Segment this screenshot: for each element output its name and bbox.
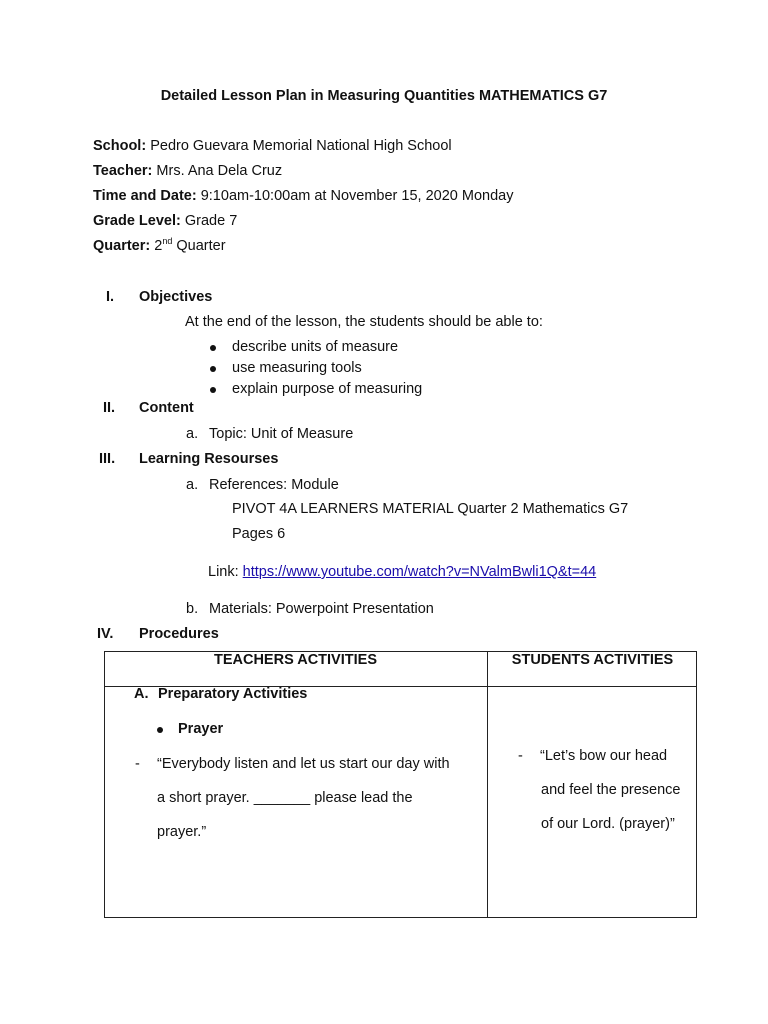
teacher-label: Teacher: xyxy=(93,163,153,179)
students-activities-header: STUDENTS ACTIVITIES xyxy=(511,652,674,668)
student-prayer-line-2: and feel the presence xyxy=(541,782,681,798)
preparatory-letter: A. xyxy=(134,686,149,702)
content-item-a: Topic: Unit of Measure xyxy=(209,426,354,442)
resources-item-a-letter: a. xyxy=(186,477,199,493)
teacher-dash: - xyxy=(135,756,140,772)
section-2-number: II. xyxy=(103,400,116,416)
school-label: School: xyxy=(93,138,147,154)
section-1-title: Objectives xyxy=(139,289,213,305)
bullet-icon xyxy=(210,366,216,372)
teacher-value: Mrs. Ana Dela Cruz xyxy=(156,163,283,179)
student-dash: - xyxy=(518,748,523,764)
resources-item-b: Materials: Powerpoint Presentation xyxy=(209,601,434,617)
bullet-icon xyxy=(210,345,216,351)
table-column-divider xyxy=(487,651,488,918)
resources-item-b-letter: b. xyxy=(186,601,199,617)
reference-line-1: PIVOT 4A LEARNERS MATERIAL Quarter 2 Mathematics G7 xyxy=(232,501,629,517)
section-3-number: III. xyxy=(99,451,116,467)
section-1-number: I. xyxy=(106,289,115,305)
quarter-label: Quarter: xyxy=(93,238,151,254)
grade-level-value: Grade 7 xyxy=(184,213,238,229)
link-line xyxy=(208,564,596,580)
teachers-activities-header: TEACHERS ACTIVITIES xyxy=(213,652,377,668)
bullet-icon xyxy=(210,387,216,393)
teacher-prayer-line-2: a short prayer. _______ please lead the xyxy=(157,790,413,806)
section-4-number: IV. xyxy=(97,626,114,642)
section-4-title: Procedures xyxy=(139,626,219,642)
resources-item-a: References: Module xyxy=(209,477,339,493)
quarter-suffix: nd xyxy=(162,236,173,247)
teacher-prayer-line-1: “Everybody listen and let us start our day with xyxy=(157,756,450,772)
quarter-rest: Quarter xyxy=(176,238,226,254)
section-2-title: Content xyxy=(139,400,194,416)
teacher-prayer-line-3: prayer.” xyxy=(157,824,207,840)
bullet-icon xyxy=(157,727,163,733)
objectives-intro: At the end of the lesson, the students should be able to: xyxy=(185,314,543,330)
objective-item-3: explain purpose of measuring xyxy=(232,381,423,397)
grade-level-label: Grade Level: xyxy=(93,213,181,229)
school-value: Pedro Guevara Memorial National High School xyxy=(150,138,452,154)
student-prayer-line-1: “Let’s bow our head xyxy=(540,748,668,764)
student-prayer-line-3: of our Lord. (prayer)” xyxy=(541,816,675,832)
quarter-number: 2 xyxy=(154,238,163,254)
objective-item-1: describe units of measure xyxy=(232,339,399,355)
time-date-label: Time and Date: xyxy=(93,188,197,204)
grade-level-line xyxy=(93,213,237,229)
objective-item-2: use measuring tools xyxy=(232,360,362,376)
document-title: Detailed Lesson Plan in Measuring Quantities MATHEMATICS G7 xyxy=(160,88,608,104)
preparatory-activities-title: Preparatory Activities xyxy=(158,686,308,702)
school-line xyxy=(93,138,452,154)
time-date-line xyxy=(93,188,513,204)
reference-line-2: Pages 6 xyxy=(232,526,286,542)
prayer-label: Prayer xyxy=(178,721,224,737)
section-3-title: Learning Resourses xyxy=(139,451,279,467)
quarter-line xyxy=(93,238,226,254)
time-date-value: 9:10am-10:00am at November 15, 2020 Monday xyxy=(200,188,514,204)
link-label: Link: xyxy=(208,564,239,580)
content-item-a-letter: a. xyxy=(186,426,199,442)
teacher-line xyxy=(93,163,282,179)
youtube-link[interactable]: https://www.youtube.com/watch?v=NValmBwli1Q&t=44 xyxy=(242,564,597,580)
